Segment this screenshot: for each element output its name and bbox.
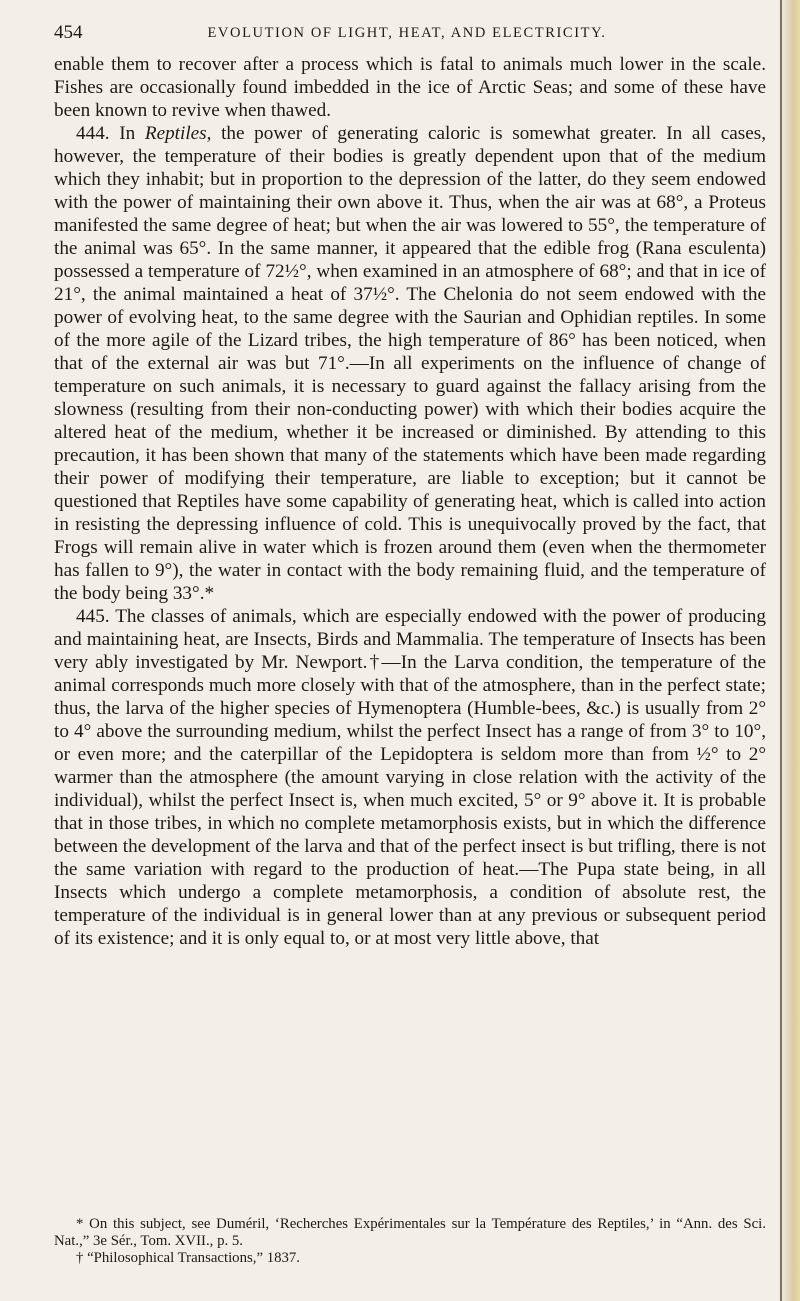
paragraph-444 [54, 122, 766, 605]
footnote-1: * On this subject, see Duméril, ‘Recherches Expérimentales sur la Température des Reptiles,’ in “Ann. des Sci. Nat.,” 3e Sér., Tom. XVII., p. 5. [54, 1216, 766, 1249]
paragraph-number: 445. [76, 606, 110, 627]
footnote-2: † “Philosophical Transactions,” 1837. [76, 1250, 300, 1266]
paragraph-text: , the power of generating caloric is somewhat greater. In all cases, however, the temperature of their bodies is greatly dependent upon that of the medium which they inhabit; but in proportion to the depression of the latter, do they seem endowed with the power of maintaining their own above it. Thus, when the air was at 68°, a Proteus manifested the same degree of heat; but when the air was lowered to 55°, the temperature of the animal was 65°. In the same manner, it appeared that the edible frog (Rana esculenta) possessed a temperature of 72½°, when examined in an atmosphere of 68°; and that in ice of 21°, the animal maintained a heat of 37½°. The Chelonia do not seem endowed with the power of evolving heat, to the same degree with the Saurian and Ophidian reptiles. In some of the more agile of the Lizard tribes, the high temperature of 86° has been noticed, when that of the external air was but 71°.—In all experiments on the influence of change of temperature on such animals, it is necessary to guard against the fallacy arising from the slowness (resulting from their non-conducting power) with which their bodies acquire the altered heat of the medium, whether it be increased or diminished. By attending to this precaution, it has been shown that many of the statements which have been made regarding their power of modifying their temperature, are liable to exception; but it cannot be questioned that Reptiles have some capability of generating heat, which is called into action in resisting the depressing influence of cold. This is unequivocally proved by the fact, that Frogs will remain alive in water which is frozen around them (even when the thermometer has fallen to 9°), the water in contact with the body remaining fluid, and the temperature of the body being 33°.* [54, 123, 767, 604]
page-edge-line [780, 0, 782, 1301]
paragraph-445 [54, 605, 766, 950]
page-number: 454 [54, 22, 83, 43]
running-head: EVOLUTION OF LIGHT, HEAT, AND ELECTRICITY. [207, 25, 607, 41]
body-text [54, 53, 766, 950]
paragraph-text: enable them to recover after a process which is fatal to animals much lower in the scale. Fishes are occasionally found imbedded in the ice of Arctic Seas; and some of these have been known to revive when thawed. [54, 54, 766, 121]
paragraph-text: The classes of animals, which are especially endowed with the power of producing and maintaining heat, are Insects, Birds and Mammalia. The temperature of Insects has been very ably investigated by Mr. Newport.†—In the Larva condition, the temperature of the animal corresponds much more closely with that of the atmosphere, than in the perfect state; thus, the larva of the higher species of Hymenoptera (Humble-bees, &c.) is usually from 2° to 4° above the surrounding medium, whilst the perfect Insect has a range of from 3° to 10°, or even more; and the caterpillar of the Lepidoptera is seldom more than from ½° to 2° warmer than the atmosphere (the amount varying in close relation with the activity of the individual), whilst the perfect Insect is, when much excited, 5° or 9° above it. It is probable that in those tribes, in which no complete metamorphosis exists, but in which the difference between the development of the larva and that of the perfect insect is but trifling, there is not the same variation with regard to the production of heat.—The Pupa state being, in all Insects which undergo a complete metamorphosis, a condition of absolute rest, the temperature of the individual is in general lower than at any previous or subsequent period of its existence; and it is only equal to, or at most very little above, that [54, 606, 766, 949]
paragraph-continuation [54, 53, 766, 122]
paragraph-lead: In [119, 123, 145, 144]
page-header [54, 22, 760, 52]
paragraph-number: 444. [76, 123, 110, 144]
footnotes [54, 1216, 766, 1267]
paragraph-lead-italic: Reptiles [144, 123, 207, 144]
